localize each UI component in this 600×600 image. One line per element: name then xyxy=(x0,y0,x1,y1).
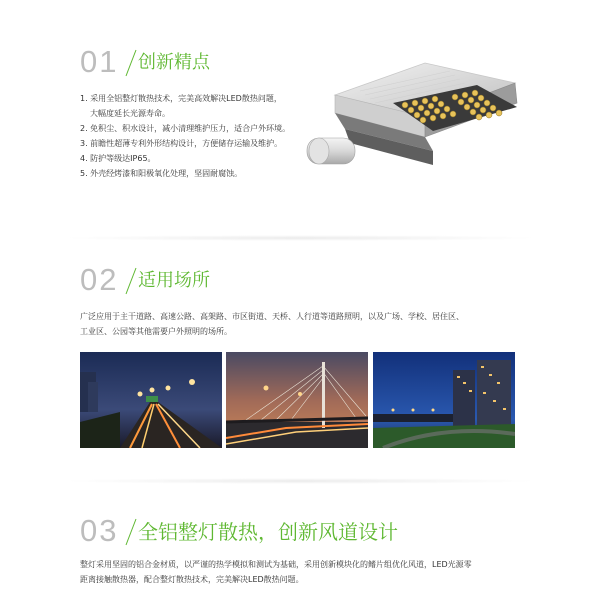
feature-list xyxy=(80,91,290,181)
list-item: 大幅度延长光源寿命。 xyxy=(90,109,170,118)
heat-dissipation-paragraph xyxy=(80,557,520,587)
paragraph-line: 广泛应用于主干道路、高速公路、高架路、市区街道、天桥、人行道等道路照明，以及广场、学校、居住区、 xyxy=(80,312,464,321)
applications-paragraph xyxy=(80,309,520,339)
list-item: 4. 防护等级达IP65。 xyxy=(80,154,156,163)
section-divider xyxy=(60,235,540,241)
led-street-light-image xyxy=(305,55,535,200)
section-number: 03 xyxy=(80,513,119,548)
list-item: 1. 采用全铝整灯散热技术，完美高效解决LED散热问题， xyxy=(80,94,282,103)
slash-divider-icon xyxy=(124,48,138,78)
highway-night-photo xyxy=(80,352,222,448)
section-divider xyxy=(60,478,540,484)
slash-divider-icon xyxy=(124,517,138,547)
paragraph-line: 整灯采用坚固的铝合金材质，以严谨的热学模拟和测试为基础，采用创新模块化的鳍片组优化风道，LED光源零 xyxy=(80,560,472,569)
list-item: 5. 外壳经烤漆和阳极氧化处理，坚固耐腐蚀。 xyxy=(80,169,243,178)
section-number: 01 xyxy=(80,44,119,79)
section-title: 创新精点 xyxy=(138,52,210,73)
section-title: 适用场所 xyxy=(138,270,210,291)
list-item: 3. 前瞻性超薄专利外形结构设计，方便储存运输及维护。 xyxy=(80,139,283,148)
slash-divider-icon xyxy=(124,266,138,296)
section-number: 02 xyxy=(80,262,119,297)
paragraph-line: 距离接触散热器，配合整灯散热技术，完美解决LED散热问题。 xyxy=(80,575,304,584)
paragraph-line: 工业区、公园等其他需要户外照明的场所。 xyxy=(80,327,232,336)
residential-night-photo xyxy=(373,352,515,448)
list-item: 2. 免积尘、积水设计，减小清理维护压力，适合户外环境。 xyxy=(80,124,291,133)
section-title: 全铝整灯散热，创新风道设计 xyxy=(138,520,398,544)
bridge-dusk-photo xyxy=(226,352,368,448)
